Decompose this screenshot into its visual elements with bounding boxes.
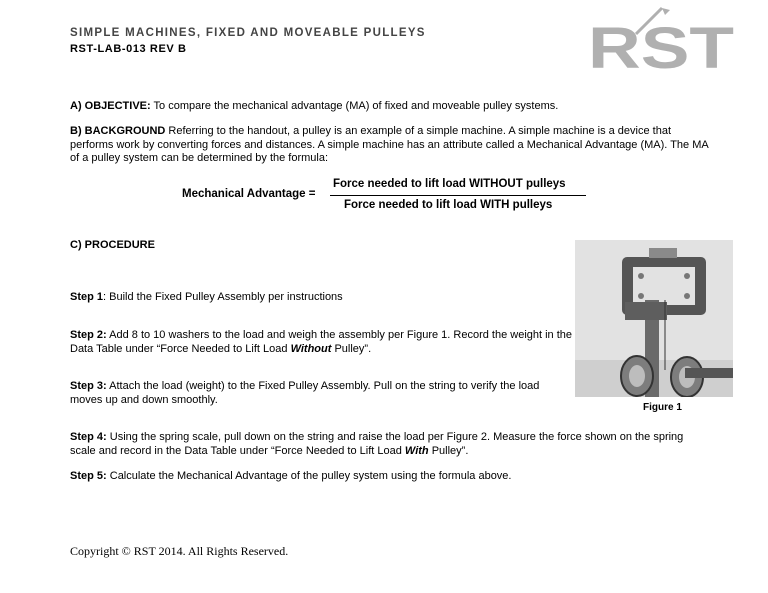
step-text: Calculate the Mechanical Advantage of the pulley system using the formula above. <box>106 470 512 482</box>
background-line1: Referring to the handout, a pulley is an example of a simple machine. A simple machine is a device that <box>165 125 671 137</box>
document-id: RST-LAB-013 REV B <box>70 43 187 55</box>
background-line2: performs work by converting forces and distances. A simple machine has an attribute called a Mechanical Advantage (MA). The MA <box>70 138 709 151</box>
step-4 <box>70 431 683 458</box>
step-label: Step 4: <box>70 431 107 443</box>
objective-text: To compare the mechanical advantage (MA) of fixed and moveable pulley systems. <box>150 100 559 112</box>
procedure-heading: C) PROCEDURE <box>70 239 155 251</box>
rst-logo <box>586 6 736 72</box>
step-text: Pulley”. <box>331 342 372 355</box>
step-5 <box>70 470 511 484</box>
step-text: moves up and down smoothly. <box>70 393 218 406</box>
step-text: Add 8 to 10 washers to the load and weigh the assembly per Figure 1. Record the weight in the <box>106 329 573 341</box>
svg-text:RST: RST <box>588 16 734 72</box>
step-text: Pulley”. <box>428 444 469 457</box>
formula-denominator: Force needed to lift load WITH pulleys <box>344 199 553 211</box>
step-label: Step 2: <box>70 329 107 341</box>
background-label: B) BACKGROUND <box>70 125 166 137</box>
objective-paragraph <box>70 100 558 114</box>
step-label: Step 3: <box>70 380 107 392</box>
step-text: scale and record in the Data Table under “Force Needed to Lift Load <box>70 444 405 457</box>
mechanical-advantage-formula <box>182 176 592 216</box>
step-3 <box>70 380 539 407</box>
step-text: Data Table under “Force Needed to Lift Load <box>70 342 291 355</box>
step-emphasis: With <box>404 444 429 457</box>
document-title: SIMPLE MACHINES, FIXED AND MOVEABLE PULLEYS <box>70 27 426 39</box>
figure-1-photo <box>575 240 733 397</box>
objective-label: A) OBJECTIVE: <box>70 100 151 112</box>
background-paragraph <box>70 125 709 166</box>
step-emphasis: Without <box>290 342 332 355</box>
step-text: Attach the load (weight) to the Fixed Pulley Assembly. Pull on the string to verify the load <box>106 380 540 392</box>
formula-lhs: Mechanical Advantage = <box>182 188 316 200</box>
background-line3: of a pulley system can be determined by the formula: <box>70 152 329 164</box>
step-text: : Build the Fixed Pulley Assembly per instructions <box>103 291 343 303</box>
step-1 <box>70 291 343 305</box>
step-label: Step 5: <box>70 470 107 482</box>
step-text: Using the spring scale, pull down on the string and raise the load per Figure 2. Measure the force shown on the spring <box>106 431 684 443</box>
step-label: Step 1 <box>70 291 104 303</box>
step-2 <box>70 329 572 356</box>
formula-numerator: Force needed to lift load WITHOUT pulleys <box>333 178 566 190</box>
figure-1-caption: Figure 1 <box>643 402 682 413</box>
copyright-footer: Copyright © RST 2014. All Rights Reserved. <box>70 544 289 558</box>
fraction-bar <box>330 195 586 196</box>
